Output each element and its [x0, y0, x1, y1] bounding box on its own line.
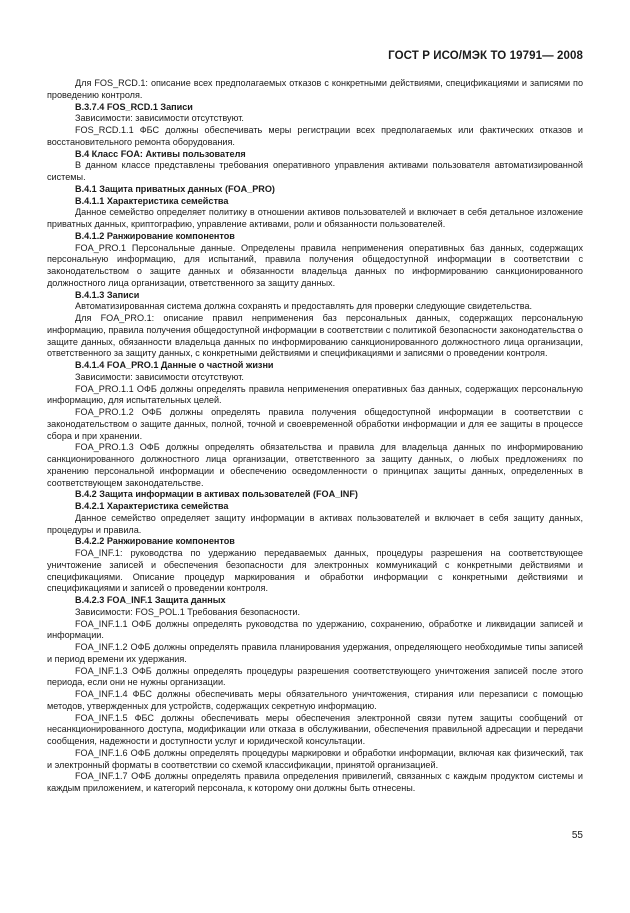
body-paragraph: FOA_INF.1.6 ОФБ должны определять процедуры маркировки и обработки информации, включая как физический, так и электронный форматы в соответствии со схемой классификации, принятой организацией. — [47, 747, 583, 770]
body-paragraph: Для FOA_PRO.1: описание правил неприменения баз персональных данных, содержащих персональную информацию, правила получения общедоступной информации в соответствии с политикой безопасности законодательства о защите данных, обязанности владельца данных по информированию санкционированного должностного лица организации, ответственного за защиту данных, с конкретными действиями и спецификациями и записями о проведении контроля. — [47, 313, 583, 359]
body-paragraph: Для FOS_RCD.1: описание всех предполагаемых отказов с конкретными действиями, спецификациями и записями по проведению контроля. — [47, 78, 583, 100]
body-paragraph: FOA_INF.1.4 ФБС должны обеспечивать меры обязательного уничтожения, стирания или перезаписи с помощью методов, утвержденных для устройств, содержащих секретную информацию. — [47, 689, 583, 711]
section-heading: В.4.1.3 Записи — [75, 289, 140, 300]
page-number: 55 — [571, 830, 583, 841]
section-heading: В.4.2 Защита информации в активах пользователей (FOA_INF) — [75, 489, 358, 500]
section-heading: В.4.1.4 FOA_PRO.1 Данные о частной жизни — [75, 360, 274, 370]
body-paragraph: Автоматизированная система должна сохранять и предоставлять для проверки следующие свидетельства. — [75, 301, 533, 312]
section-heading: В.4.2.2 Ранжирование компонентов — [75, 536, 235, 547]
body-paragraph: В данном классе представлены требования оперативного управления активами пользователя автоматизированной системы. — [47, 160, 583, 182]
body-paragraph: Зависимости: зависимости отсутствуют. — [75, 371, 244, 382]
body-paragraph: FOA_PRO.1.1 ОФБ должны определять правила неприменения оперативных баз данных, содержащих персональную информацию, для испытательных целей. — [47, 383, 583, 406]
section-heading: В.4.2.1 Характеристика семейства — [75, 501, 229, 511]
section-heading: В.4.1.1 Характеристика семейства — [75, 195, 229, 206]
body-paragraph: FOA_INF.1: руководства по удержанию передаваемых данных, процедуры разрешения на соответствующее уничтожение записей и обеспечения безопасности для электронных коммуникаций с конкретными действиями и спецификациями. Описание процедур маркирования и обработки информации с конкретными действиями и спецификациями и записей о проведении контроля. — [47, 548, 583, 594]
section-heading: В.4.2.3 FOA_INF.1 Защита данных — [75, 595, 226, 605]
section-heading: В.4 Класс FOA: Активы пользователя — [75, 148, 246, 159]
body-paragraph: Данное семейство определяет политику в отношении активов пользователей и включает в себя детальное изложение приватных данных, криптографию, управление активами, роли и обязанности пользователей. — [47, 207, 583, 229]
document-header: ГОСТ Р ИСО/МЭК ТО 19791— 2008 — [388, 50, 583, 62]
body-paragraph: Зависимости: FOS_POL.1 Требования безопасности. — [75, 606, 300, 617]
body-paragraph: Данное семейство определяет защиту информации в активах пользователей и включает в себя защиту данных, процедуры и правила. — [47, 512, 583, 535]
section-heading: В.3.7.4 FOS_RCD.1 Записи — [75, 101, 193, 112]
body-paragraph: Зависимости: зависимости отсутствуют. — [75, 113, 244, 124]
section-heading: В.4.1.2 Ранжирование компонентов — [75, 230, 235, 241]
page-body — [47, 78, 583, 795]
body-paragraph: FOA_PRO.1.2 ОФБ должны определять правила получения общедоступной информации в соответствии с законодательством о защите данных, полной, точной и своевременной обработки информации и для ее защиты в процессе сбора и при хранении. — [47, 407, 583, 441]
body-paragraph: FOA_INF.1.3 ОФБ должны определять процедуры разрешения соответствующего уничтожения записей после этого периода, если они не нужны организации. — [47, 665, 583, 688]
body-paragraph: FOA_PRO.1 Персональные данные. Определены правила неприменения оперативных баз данных, содержащих персональную информацию, для испытаний, правила получения общедоступной информации в соответствии с законодательством о защите данных и обязанности владельца данных по информированию санкционированного должностного лица организации, ответственного за защиту данных. — [47, 242, 583, 288]
body-paragraph: FOA_PRO.1.3 ОФБ должны определять обязательства и правила для владельца данных по информированию санкционированного должностного лица организации, ответственного за защиту данных, о любых предложениях по хранению персональной информации и обеспечению осведомленности о принципах защиты данных, определенных в соответствующем законодательстве. — [47, 442, 583, 488]
body-paragraph: FOS_RCD.1.1 ФБС должны обеспечивать меры регистрации всех предполагаемых или фактических отказов и восстановительного ремонта оборудования. — [47, 125, 583, 147]
body-paragraph: FOA_INF.1.7 ОФБ должны определять правила определения привилегий, связанных с каждым продуктом системы и каждым приложением, и категорий персонала, к которому они должны быть отнесены. — [47, 771, 583, 793]
body-paragraph: FOA_INF.1.5 ФБС должны обеспечивать меры обеспечения электронной связи путем защиты сообщений от несанкционированного доступа, модификации или отказа в обслуживании, обеспечения правильной адресации и передачи сообщения, надежности и доступности услуг и юридической консультации. — [47, 712, 583, 746]
body-paragraph: FOA_INF.1.2 ОФБ должны определять правила планирования удержания, определяющего необходимые типы записей и период времени их удержания. — [47, 642, 583, 664]
section-heading: В.4.1 Защита приватных данных (FOA_PRO) — [75, 183, 275, 194]
body-paragraph: FOA_INF.1.1 ОФБ должны определять руководства по удержанию, сохранению, обработке и ликвидации записей и информации. — [47, 618, 583, 641]
